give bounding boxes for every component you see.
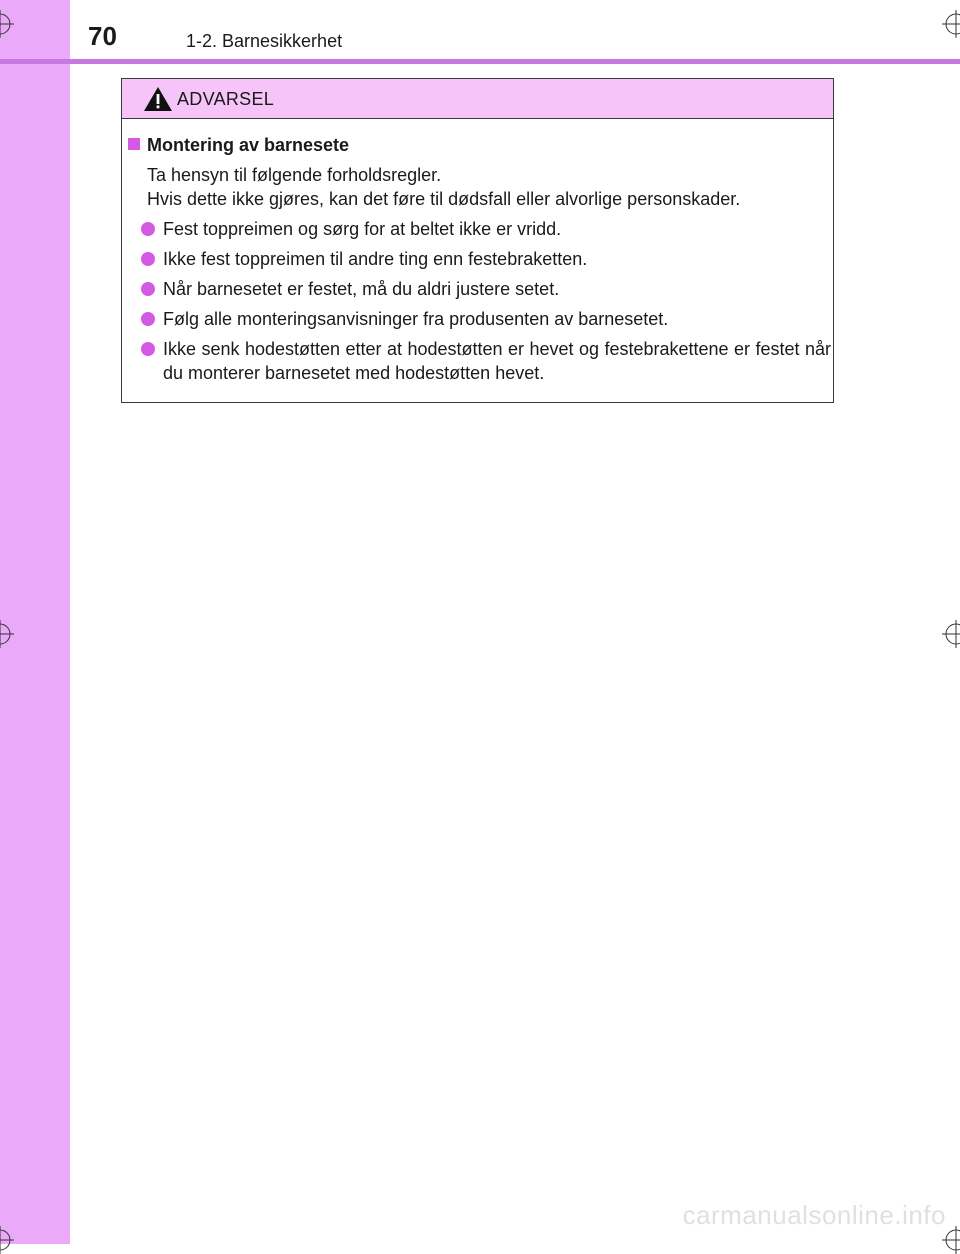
- registration-mark-icon: [0, 10, 14, 38]
- intro-line: Hvis dette ikke gjøres, kan det føre til dødsfall eller alvorlige personskader.: [147, 189, 741, 209]
- warning-label: ADVARSEL: [177, 89, 275, 109]
- list-item: [141, 217, 831, 241]
- header-rule: [0, 59, 960, 64]
- list-item-text: Ikke fest toppreimen til andre ting enn festebraketten.: [163, 249, 588, 269]
- round-bullet-icon: [141, 342, 155, 356]
- list-item-text: Følg alle monteringsanvisninger fra produsenten av barnesetet.: [163, 309, 669, 329]
- registration-mark-icon: [942, 10, 960, 38]
- list-item: [141, 337, 831, 385]
- registration-mark-icon: [0, 1226, 14, 1254]
- intro-line: Ta hensyn til følgende forholdsregler.: [147, 165, 442, 185]
- list-item: [141, 247, 831, 271]
- round-bullet-icon: [141, 222, 155, 236]
- list-item: [141, 307, 831, 331]
- registration-mark-icon: [942, 620, 960, 648]
- list-item-text: Ikke senk hodestøtten etter at hodestøtten er hevet og festebrakettene er festet når du monterer barnesetet med hodestøtten hevet.: [163, 339, 831, 383]
- list-item-text: Fest toppreimen og sørg for at beltet ikke er vridd.: [163, 219, 562, 239]
- warning-subheading: Montering av barnesete: [147, 135, 350, 155]
- watermark-logo: carmanualsonline.info: [682, 1200, 946, 1230]
- round-bullet-icon: [141, 312, 155, 326]
- registration-mark-icon: [0, 620, 14, 648]
- list-item-text: Når barnesetet er festet, må du aldri justere setet.: [163, 279, 560, 299]
- warning-header: [122, 79, 833, 119]
- list-item: [141, 277, 831, 301]
- warning-triangle-icon: [143, 86, 173, 112]
- page-number: 70: [88, 21, 117, 51]
- round-bullet-icon: [141, 252, 155, 266]
- warning-box: [121, 78, 834, 403]
- square-bullet-icon: [128, 138, 140, 150]
- round-bullet-icon: [141, 282, 155, 296]
- section-title: 1-2. Barnesikkerhet: [186, 31, 343, 51]
